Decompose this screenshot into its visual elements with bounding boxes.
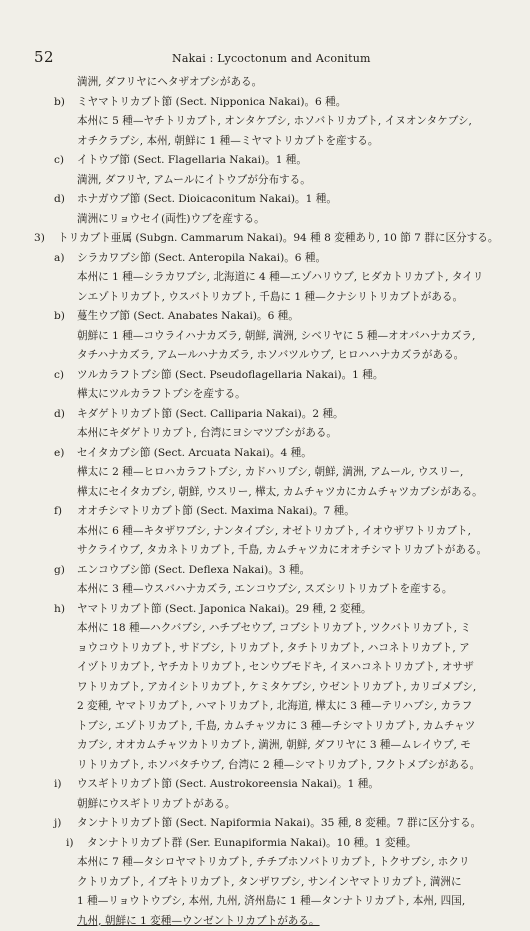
list-marker: f) [54, 502, 76, 522]
list-marker: b) [54, 93, 76, 113]
line-text: セイタカブシ節 (Sect. Arcuata Nakai)。4 種。 [77, 444, 312, 464]
text-line [0, 132, 530, 152]
text-line [0, 483, 530, 503]
text-line [0, 853, 530, 873]
text-line [0, 658, 530, 678]
line-text: 本州に 5 種—ヤチトリカブト, オンタケブシ, ホソバトリカブト, イヌオンタケブシ, [77, 112, 472, 132]
text-line [0, 151, 530, 171]
text-line [0, 229, 530, 249]
line-text: ヤマトリカブト節 (Sect. Japonica Nakai)。29 種, 2 変種。 [77, 600, 372, 620]
text-line [0, 327, 530, 347]
line-text: タチハナカズラ, アムールハナカズラ, ホソバツルウブ, ヒロハハナカズラがある。 [77, 346, 464, 366]
text-line [0, 775, 530, 795]
line-text: 蔓生ウブ節 (Sect. Anabates Nakai)。6 種。 [77, 307, 299, 327]
list-marker: i) [66, 834, 88, 854]
line-text: ワトリカブト, アカイシトリカブト, ケミタケブシ, ウゼントリカブト, カリゴメブシ, [77, 678, 476, 698]
text-line [0, 249, 530, 269]
line-text: クトリカブト, イブキトリカブト, タンザワブシ, サンインヤマトリカブト, 満洲に [77, 873, 462, 893]
text-line [0, 600, 530, 620]
line-text: ツルカラフトブシ節 (Sect. Pseudoflagellaria Nakai)。1 種。 [77, 366, 383, 386]
text-line [0, 366, 530, 386]
line-text: 朝鮮に 1 種—コウライハナカズラ, 朝鮮, 満洲, シベリヤに 5 種—オオバハナカズラ, [77, 327, 475, 347]
text-line [0, 892, 530, 912]
list-marker: a) [54, 249, 76, 269]
list-marker: i) [54, 775, 76, 795]
list-marker: j) [54, 814, 76, 834]
line-text: シラカワブシ節 (Sect. Anteropila Nakai)。6 種。 [77, 249, 326, 269]
text-line [0, 288, 530, 308]
line-text: 樺太にセイタカブシ, 朝鮮, ウスリー, 樺太, カムチャツカにカムチャツカブシがある。 [77, 483, 483, 503]
list-marker: h) [54, 600, 76, 620]
text-line [0, 834, 530, 854]
line-text: 満洲, ダフリヤ, アムールにイトウブが分布する。 [77, 171, 311, 191]
text-line [0, 522, 530, 542]
text-line [0, 112, 530, 132]
text-line [0, 678, 530, 698]
list-marker: c) [54, 151, 76, 171]
line-text: オオチシマトリカブト節 (Sect. Maxima Nakai)。7 種。 [77, 502, 355, 522]
text-line [0, 912, 530, 931]
text-line [0, 73, 530, 93]
line-text: 九州, 朝鮮に 1 変種—ウンゼントリカブトがある。 [77, 912, 320, 931]
line-text: キダゲトリカブト節 (Sect. Calliparia Nakai)。2 種。 [77, 405, 344, 425]
line-text: 樺太に 2 種—ヒロハカラフトブシ, カドハリブシ, 朝鮮, 満洲, アムール, ウスリー, [77, 463, 463, 483]
list-marker: d) [54, 190, 76, 210]
line-text: ホナガウブ節 (Sect. Dioicaconitum Nakai)。1 種。 [77, 190, 337, 210]
line-text: 本州に 7 種—タシロヤマトリカブト, チチブホソバトリカブト, トクサブシ, ホクリ [77, 853, 470, 873]
line-text: 本州に 6 種—キタザワブシ, ナンタイブシ, オゼトリカブト, イオウザワトリカブト, [77, 522, 471, 542]
line-text: リトリカブト, ホソバタチウブ, 台湾に 2 種—シマトリカブト, フクトメブシがある。 [77, 756, 480, 776]
line-text: ョウコウトリカブト, サドブシ, トリカブト, タチトリカブト, ハコネトリカブト, ア [77, 639, 470, 659]
text-line [0, 639, 530, 659]
text-line [0, 580, 530, 600]
text-line [0, 756, 530, 776]
page-number: 52 [34, 48, 54, 66]
line-text: トブシ, エゾトリカブト, 千島, カムチャツカに 3 種—チシマトリカブト, カムチャツ [77, 717, 475, 737]
line-text: イトウブ節 (Sect. Flagellaria Nakai)。1 種。 [77, 151, 307, 171]
text-line [0, 424, 530, 444]
line-text: 本州にキダゲトリカブト, 台湾にヨシマツブシがある。 [77, 424, 337, 444]
text-line [0, 736, 530, 756]
text-line [0, 405, 530, 425]
line-text: 本州に 3 種—ウスバハナカズラ, エンコウブシ, スズシリトリカブトを産する。 [77, 580, 452, 600]
line-text: タンナトリカブト群 (Ser. Eunapiformia Nakai)。10 種。1 変種。 [87, 834, 417, 854]
line-text: 2 変種, ヤマトリカブト, ハマトリカブト, 北海道, 樺太に 3 種—テリハブシ, カラフ [77, 697, 472, 717]
line-text: 満洲にリョウセイ(両性)ウブを産する。 [77, 210, 265, 230]
line-text: 本州に 1 種—シラカワブシ, 北海道に 4 種—エゾハリウブ, ヒダカトリカブト, タイリ [77, 268, 483, 288]
list-marker: b) [54, 307, 76, 327]
text-line [0, 814, 530, 834]
line-text: トリカブト亜属 (Subgn. Cammarum Nakai)。94 種 8 変種あり, 10 節 7 群に区分する。 [58, 229, 498, 249]
list-marker: 3) [34, 229, 56, 249]
text-line [0, 346, 530, 366]
text-line [0, 385, 530, 405]
line-text: 1 種—リョウトウブシ, 本州, 九州, 済州島に 1 種—タンナトリカブト, 本州, 四国, [77, 892, 465, 912]
line-text: ンエゾトリカブト, ウスバトリカブト, 千島に 1 種—クナシリトリカブトがある。 [77, 288, 463, 308]
text-line [0, 541, 530, 561]
text-line [0, 190, 530, 210]
list-marker: e) [54, 444, 76, 464]
line-text: 満洲, ダフリヤにヘタザオブシがある。 [77, 73, 262, 93]
line-text: サクライウブ, タカネトリカブト, 千島, カムチャツカにオオチシマトリカブトがある。 [77, 541, 487, 561]
line-text: 樺太にツルカラフトブシを産する。 [77, 385, 246, 405]
text-line [0, 697, 530, 717]
text-line [0, 307, 530, 327]
text-line [0, 873, 530, 893]
running-head: Nakai : Lycoctonum and Aconitum [172, 52, 371, 65]
text-line [0, 619, 530, 639]
text-line [0, 93, 530, 113]
text-line [0, 561, 530, 581]
line-text: イヅトリカブト, ヤチカトリカブト, センウブモドキ, イヌハコネトリカブト, オサザ [77, 658, 474, 678]
line-text: ウスギトリカブト節 (Sect. Austrokoreensia Nakai)。1 種。 [77, 775, 379, 795]
body-text [0, 73, 530, 931]
text-line [0, 795, 530, 815]
line-text: エンコウブシ節 (Sect. Deflexa Nakai)。3 種。 [77, 561, 310, 581]
list-marker: d) [54, 405, 76, 425]
list-marker: c) [54, 366, 76, 386]
text-line [0, 210, 530, 230]
text-line [0, 444, 530, 464]
line-text: ミヤマトリカブト節 (Sect. Nipponica Nakai)。6 種。 [77, 93, 346, 113]
line-text: 本州に 18 種—ハクバブシ, ハチブセウブ, コブシトリカブト, ツクバトリカブト, ミ [77, 619, 471, 639]
text-line [0, 268, 530, 288]
line-text: カブシ, オオカムチャツカトリカブト, 満洲, 朝鮮, ダフリヤに 3 種—ムレイウブ, モ [77, 736, 471, 756]
text-line [0, 463, 530, 483]
text-line [0, 717, 530, 737]
text-line [0, 171, 530, 191]
line-text: タンナトリカブト節 (Sect. Napiformia Nakai)。35 種, 8 変種。7 群に区分する。 [77, 814, 481, 834]
line-text: オチクラブシ, 本州, 朝鮮に 1 種—ミヤマトリカブトを産する。 [77, 132, 378, 152]
text-line [0, 502, 530, 522]
line-text: 朝鮮にウスギトリカブトがある。 [77, 795, 235, 815]
list-marker: g) [54, 561, 76, 581]
